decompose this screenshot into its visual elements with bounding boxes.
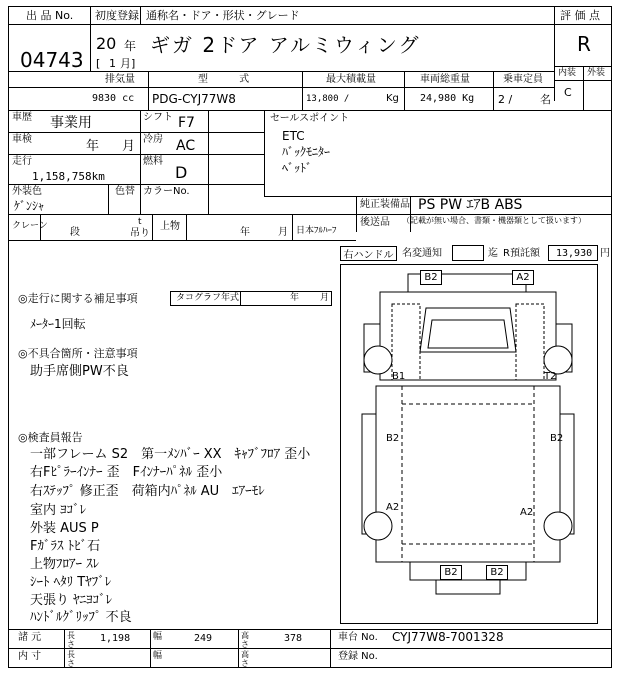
aftermarket-label: 後送品 <box>360 217 390 228</box>
inspector-line-1: 一部フレーム S2 第一ﾒﾝﾊﾞｰ XX ｷｬﾌﾞﾌﾛｱ 歪小 <box>30 447 311 462</box>
ac-value: AC <box>176 138 196 154</box>
rear-left-wheel <box>364 512 392 540</box>
registration-label: 登録 No. <box>338 651 378 662</box>
height-label-inner: 高さ <box>241 650 249 668</box>
mileage-label: 走行 <box>12 156 32 167</box>
mark-text: B2 <box>490 567 504 578</box>
capacity-unit: 名 <box>540 93 551 106</box>
color-label: 外装色 <box>12 186 42 197</box>
left-door <box>392 304 420 380</box>
gross-weight-label: 車両総重量 <box>420 74 470 85</box>
mark-left-door: B1 <box>392 371 406 382</box>
model-value: PDG-CYJ77W8 <box>152 92 236 106</box>
yen-unit: 円 <box>600 248 610 259</box>
displacement-label: 排気量 <box>105 74 135 85</box>
inspection-month: 月 <box>122 139 136 154</box>
ac-label: 冷房 <box>143 134 163 145</box>
color-no-label: カラーNo. <box>143 186 190 197</box>
chassis-label: 車台 No. <box>338 632 378 643</box>
length-label-inner: 長さ <box>67 650 75 668</box>
interior-grade: C <box>564 86 572 99</box>
sales-point-2: ﾊﾞｯｸﾓﾆﾀｰ <box>282 145 331 159</box>
inner-dimensions-label: 内 寸 <box>18 651 42 662</box>
upper-month: 月 <box>278 227 288 238</box>
rear-step <box>436 580 500 594</box>
cab-outline <box>380 292 556 380</box>
inspector-line-8: ｼｰﾄ ﾍﾀﾘ Tﾔﾌﾞﾚ <box>30 575 112 590</box>
interior-label: 内装 <box>558 68 577 78</box>
fuel-value: D <box>175 163 188 182</box>
gross-weight-value: 24,980 Kg <box>420 93 475 104</box>
inspector-line-3: 右ｽﾃｯﾌﾟ 修正歪 荷箱内ﾊﾟﾈﾙ AU ｴｱｰﾓﾚ <box>30 484 265 499</box>
capacity-label: 乗車定員 <box>503 74 543 85</box>
max-load-unit: Kg <box>386 93 399 104</box>
first-reg-month-open: [ <box>96 57 101 70</box>
right-door <box>516 304 544 380</box>
vehicle-name-label: 通称名・ドア・形状・グレード <box>146 9 300 22</box>
rating-label: 評 価 点 <box>560 9 600 22</box>
width-value: 249 <box>194 633 213 644</box>
first-reg-month-unit: 月] <box>120 57 136 70</box>
truck-diagram <box>340 264 598 624</box>
chassis-number: CYJ77W8-7001328 <box>392 630 504 644</box>
inspector-line-6: Fｶﾞﾗｽ ﾄﾋﾞ石 <box>30 539 101 554</box>
inspection-year: 年 <box>86 139 100 154</box>
defect-note: 助手席側PW不良 <box>30 364 129 379</box>
defects-label: ◎不具合箇所・注意事項 <box>18 347 138 360</box>
lot-number: 04743 <box>20 48 84 72</box>
crane-stage: 段 <box>70 227 80 238</box>
shift-label: シフト <box>143 112 173 123</box>
history-label: 車歴 <box>12 112 32 123</box>
body-outline <box>376 386 560 562</box>
rear-right-wheel <box>544 512 572 540</box>
std-equipment-value: PS PW ｴｱB ABS <box>418 197 523 213</box>
upper-maker: 日本ﾌﾙﾊｰﾌ <box>296 226 337 236</box>
driving-note: ﾒｰﾀｰ1回転 <box>30 317 86 331</box>
mark-left-rear: A2 <box>386 502 400 513</box>
mark-left-body: B2 <box>386 433 400 444</box>
std-equipment-label: 純正装備品 <box>360 199 410 210</box>
sales-point-3: ﾍﾞｯﾄﾞ <box>282 161 313 175</box>
shift-value: F7 <box>178 115 195 131</box>
windshield <box>420 308 516 352</box>
mileage-value: 1,158,758km <box>32 170 105 183</box>
tachograph-label: タコグラフ年式 <box>176 293 240 303</box>
meter-changed-box <box>452 245 484 261</box>
capacity-value: 2 / <box>498 93 513 106</box>
width-label-outer: 幅 <box>153 632 163 642</box>
mark-text: A2 <box>516 272 530 283</box>
color-change-label: 色替 <box>115 186 135 197</box>
mark-front-left <box>420 270 442 285</box>
tacho-year: 年 <box>290 293 300 303</box>
aftermarket-note: （記載が無い場合、書類・機器類として扱います） <box>402 216 586 225</box>
first-reg-label: 初度登録 <box>95 9 139 22</box>
upper-label: 上物 <box>160 221 180 232</box>
mark-rear-left <box>440 565 462 580</box>
history-value: 事業用 <box>50 115 92 131</box>
lot-label: 出 品 No. <box>26 9 74 22</box>
inspection-label: 車検 <box>12 134 32 145</box>
inspector-line-9: 天張り ﾔﾆﾖｺﾞﾚ <box>30 593 113 608</box>
crane-hoist: 吊り <box>130 228 150 239</box>
first-reg-year: 20 <box>96 34 117 53</box>
crane-hoist-t: t <box>138 217 142 227</box>
windshield-inner <box>428 320 508 348</box>
inspector-line-5: 外装 AUS P <box>30 521 99 536</box>
length-label-outer: 長さ <box>67 631 75 649</box>
fuel-label: 燃料 <box>143 156 163 167</box>
model-label: 型 式 <box>198 74 264 85</box>
mark-floor: A2 <box>520 507 534 518</box>
outer-dimensions-label: 諸 元 <box>18 632 42 643</box>
mark-rear-right <box>486 565 508 580</box>
upper-year: 年 <box>240 227 250 238</box>
r-deposit-label: R預託額 <box>503 248 540 259</box>
driving-notes-label: ◎走行に関する補足事項 <box>18 292 138 305</box>
mark-right-body: B2 <box>550 433 564 444</box>
tacho-month: 月 <box>320 293 330 303</box>
mark-right-door: T2 <box>544 371 557 382</box>
year-unit: 年 <box>124 39 137 53</box>
sales-point-1: ETC <box>282 129 305 143</box>
width-label-inner: 幅 <box>153 651 163 661</box>
height-label-outer: 高さ <box>241 631 249 649</box>
sales-point-label: セールスポイント <box>270 113 350 124</box>
right-handle-box <box>340 246 397 261</box>
inspector-report-label: ◎検査員報告 <box>18 431 83 444</box>
inspector-line-10: ﾊﾝﾄﾞﾙｸﾞﾘｯﾌﾟ 不良 <box>30 610 132 625</box>
inspector-line-2: 右Fﾋﾟﾗｰｲﾝﾅｰ 歪 Fｲﾝﾅｰﾊﾟﾈﾙ 歪小 <box>30 465 223 480</box>
max-load-value: 13,800 / <box>306 94 350 104</box>
height-value: 378 <box>284 633 303 644</box>
exterior-label: 外装 <box>587 68 606 78</box>
rear-bumper <box>410 562 526 580</box>
mark-text: B2 <box>424 272 438 283</box>
front-left-wheel <box>364 346 392 374</box>
body-floor <box>402 404 534 544</box>
max-load-label: 最大積載量 <box>326 74 376 85</box>
right-handle-text: 右ハンドル <box>343 250 394 261</box>
r-deposit-value: 13,930 <box>556 248 593 259</box>
meter-mark: 迄 <box>488 248 498 259</box>
mark-text: B2 <box>444 567 458 578</box>
vehicle-name: ギガ 2ドア アルミウィング <box>150 33 421 57</box>
front-right-wheel <box>544 346 572 374</box>
inspector-line-7: 上物ﾌﾛｱｰ ｽﾚ <box>30 557 100 572</box>
meter-changed-label: 名変通知 <box>402 248 442 259</box>
mark-front-right <box>512 270 534 285</box>
color-value: ｹﾞﾝｼｬ <box>14 199 45 213</box>
length-value: 1,198 <box>100 633 131 644</box>
first-reg-month: 1 <box>109 57 116 70</box>
rating-value: R <box>577 32 591 56</box>
crane-label: クレーン <box>12 221 48 231</box>
displacement-value: 9830 cc <box>92 93 135 104</box>
inspector-line-4: 室内 ﾖｺﾞﾚ <box>30 503 87 518</box>
